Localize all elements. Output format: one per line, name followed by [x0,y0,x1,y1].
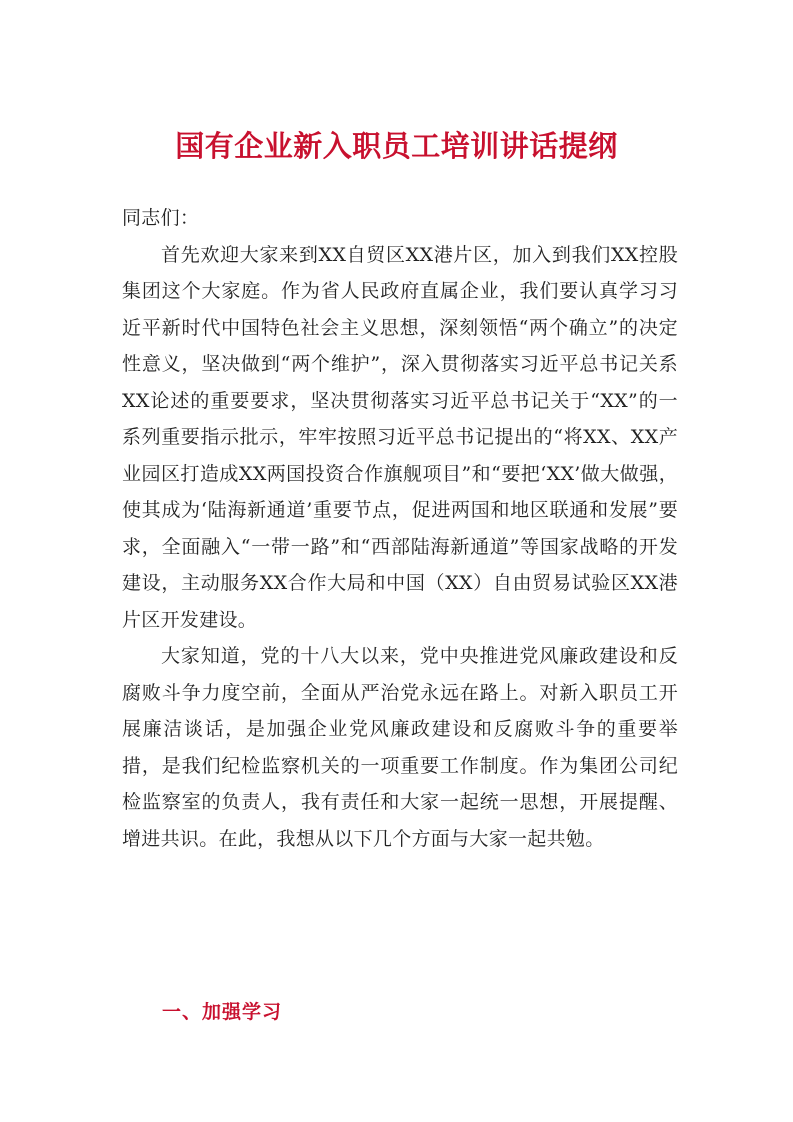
paragraph-2: 大家知道，党的十八大以来，党中央推进党风廉政建设和反腐败斗争力度空前，全面从严治党永远在路上。对新入职员工开展廉洁谈话，是加强企业党风廉政建设和反腐败斗争的重要举措，是我们纪检监察机关的一项重要工作制度。作为集团公司纪检监察室的负责人，我有责任和大家一起统一思想，开展提醒、增进共识。在此，我想从以下几个方面与大家一起共勉。 [122,645,678,850]
section-heading: 一、加强学习 [162,1001,283,1023]
document-title: 国有企业新入职员工培训讲话提纲 [175,129,618,163]
salutation: 同志们： [122,207,200,229]
document-body [122,200,678,857]
paragraph-1: 首先欢迎大家来到XX自贸区XX港片区，加入到我们XX控股集团这个大家庭。作为省人民政府直属企业，我们要认真学习习近平新时代中国特色社会主义思想，深刻领悟“两个确立”的决定性意义，坚决做到“两个维护”，深入贯彻落实习近平总书记关系XX论述的重要要求，坚决贯彻落实习近平总书记关于“XX”的一系列重要指示批示，牢牢按照习近平总书记提出的“将XX、XX产业园区打造成XX两国投资合作旗舰项目”和“要把‘XX’做大做强，使其成为‘陆海新通道’重要节点，促进两国和地区联通和发展”要求，全面融入“一带一路”和“西部陆海新通道”等国家战略的开发建设，主动服务XX合作大局和中国（XX）自由贸易试验区XX港片区开发建设。 [122,243,678,631]
